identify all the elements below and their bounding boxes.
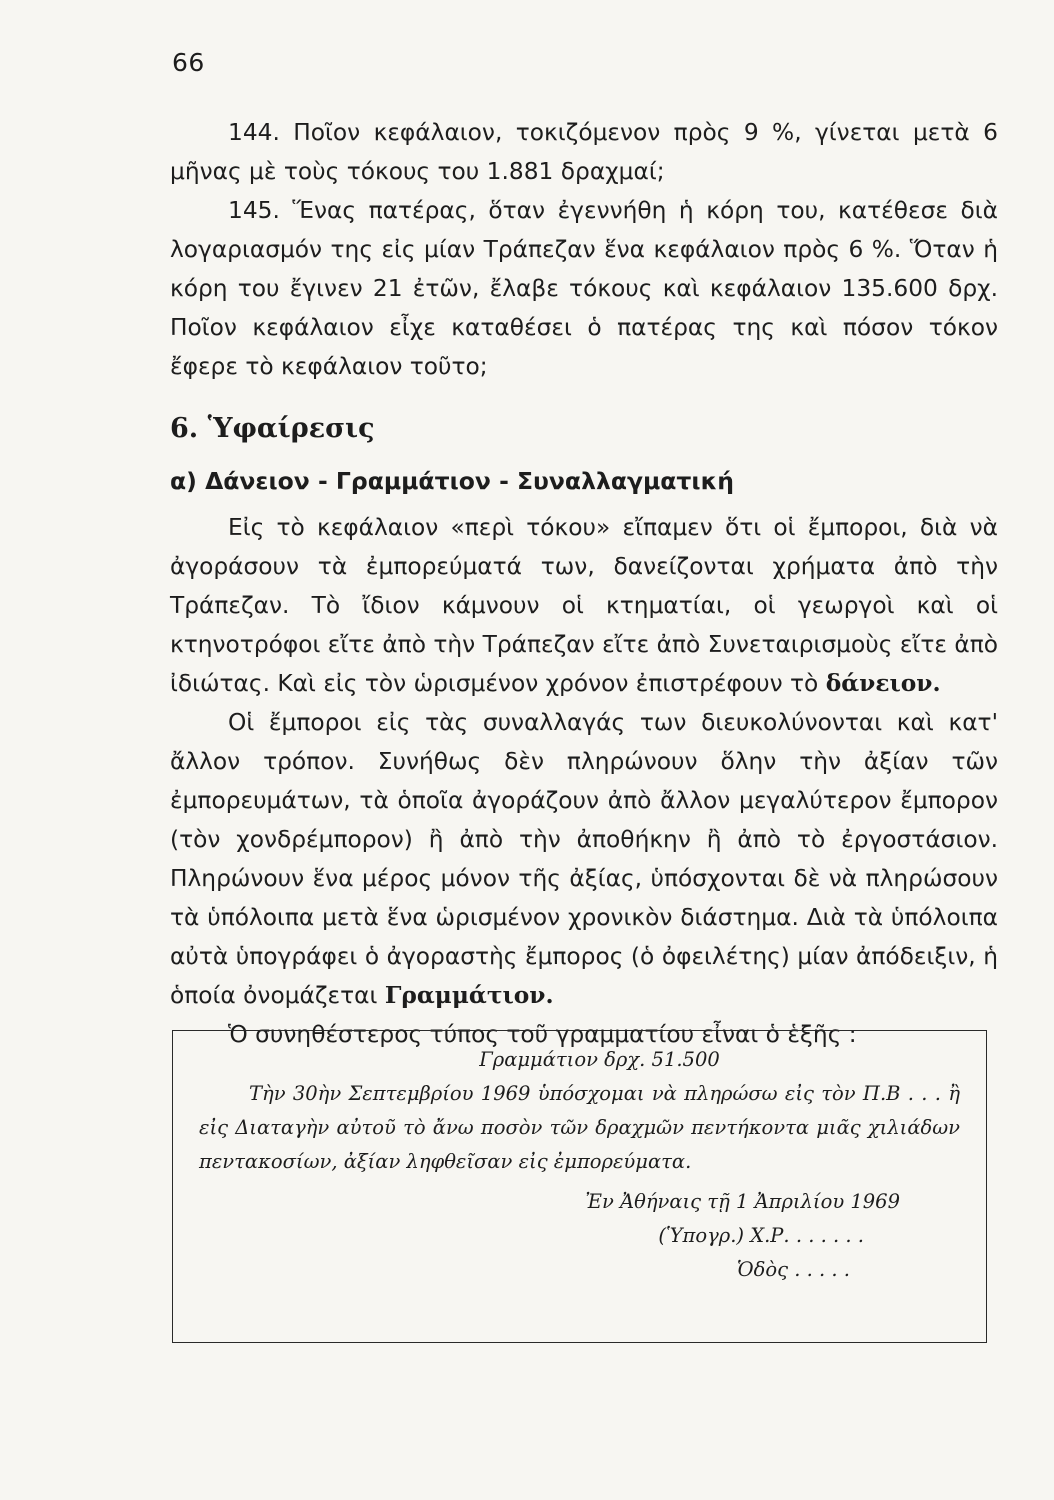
- note-street: Ὁδὸς . . . . .: [736, 1258, 850, 1281]
- page-number: 66: [172, 48, 205, 77]
- section-title: 6. Ὑφαίρεσις: [170, 413, 375, 444]
- note-title: Γραμμάτιον δρχ. 51.500: [479, 1048, 720, 1071]
- note-place-date: Ἐν Ἀθήναις τῇ 1 Ἀπριλίου 1969: [585, 1190, 900, 1213]
- note-body: Τὴν 30ὴν Σεπτεμβρίου 1969 ὑπόσχομαι νὰ πληρώσω εἰς τὸν Π.Β . . . ἢ εἰς Διαταγὴν αὐτοῦ τὸ ἄνω ποσὸν τῶν δραχμῶν πεντήκοντα μιᾶς χιλιάδων πεντακοσίων, ἀξίαν ληφθεῖσαν εἰς ἐμπορεύματα.: [199, 1082, 960, 1173]
- paragraph-loan-text: Εἰς τὸ κεφάλαιον «περὶ τόκου» εἴπαμεν ὅτι οἱ ἔμποροι, διὰ νὰ ἀγοράσουν τὰ ἐμπορεύματά των, δανείζονται χρήματα ἀπὸ τὴν Τράπεζαν. Τὸ ἴδιον κάμνουν οἱ κτηματίαι, οἱ γεωργοὶ καὶ οἱ κτηνοτρόφοι εἴτε ἀπὸ τὴν Τράπεζαν εἴτε ἀπὸ Συνεταιρισμοὺς εἴτε ἀπὸ ἰδιώτας. Καὶ εἰς τὸν ὡρισμένον χρόνον ἐπιστρέφουν τὸ: [170, 514, 998, 697]
- page-content: [170, 113, 998, 1054]
- paragraph-loan: [170, 508, 998, 703]
- note-signature: (Ὑπογρ.) Χ.Ρ. . . . . . .: [658, 1224, 864, 1247]
- paragraph-note: [170, 703, 998, 1015]
- term-loan: δάνειον.: [825, 670, 941, 697]
- paragraph-note-text: Οἱ ἔμποροι εἰς τὰς συναλλαγάς των διευκολύνονται καὶ κατ' ἄλλον τρόπον. Συνήθως δὲν πληρώνουν ὅλην τὴν ἀξίαν τῶν ἐμπορευμάτων, τὰ ὁποῖα ἀγοράζουν ἀπὸ ἄλλον μεγαλύτερον ἔμπορον (τὸν χονδρέμπορον) ἢ ἀπὸ τὴν ἀποθήκην ἢ ἀπὸ τὸ ἐργοστάσιον. Πληρώνουν ἕνα μέρος μόνον τῆς ἀξίας, ὑπόσχονται δὲ νὰ πληρώσουν τὰ ὑπόλοιπα μετὰ ἕνα ὡρισμένον χρονικὸν διάστημα. Διὰ τὰ ὑπόλοιπα αὐτὰ ὑπογράφει ὁ ἀγοραστὴς ἔμπορος (ὁ ὀφειλέτης) μίαν ἀπόδειξιν, ἡ ὁποία ὀνομάζεται: [170, 709, 998, 1009]
- problem-145: 145. Ἕνας πατέρας, ὅταν ἐγεννήθη ἡ κόρη του, κατέθεσε διὰ λογαριασμόν της εἰς μίαν Τράπεζαν ἕνα κεφάλαιον πρὸς 6 %. Ὅταν ἡ κόρη του ἔγινεν 21 ἐτῶν, ἔλαβε τόκους καὶ κεφάλαιον 135.600 δρχ. Ποῖον κεφάλαιον εἶχε καταθέσει ὁ πατέρας της καὶ πόσον τόκον ἔφερε τὸ κεφάλαιον τοῦτο;: [170, 197, 998, 380]
- promissory-note-box: [172, 1030, 987, 1343]
- subsection-title: α) Δάνειον - Γραμμάτιον - Συναλλαγματική: [170, 467, 734, 495]
- paragraph-note-form: Ὁ συνηθέστερος τύπος τοῦ γραμματίου εἶναι ὁ ἑξῆς :: [228, 1021, 857, 1048]
- problem-144: 144. Ποῖον κεφάλαιον, τοκιζόμενον πρὸς 9 %, γίνεται μετὰ 6 μῆνας μὲ τοὺς τόκους του 1.881 δραχμαί;: [170, 119, 998, 185]
- term-promissory-note: Γραμμάτιον.: [384, 982, 554, 1009]
